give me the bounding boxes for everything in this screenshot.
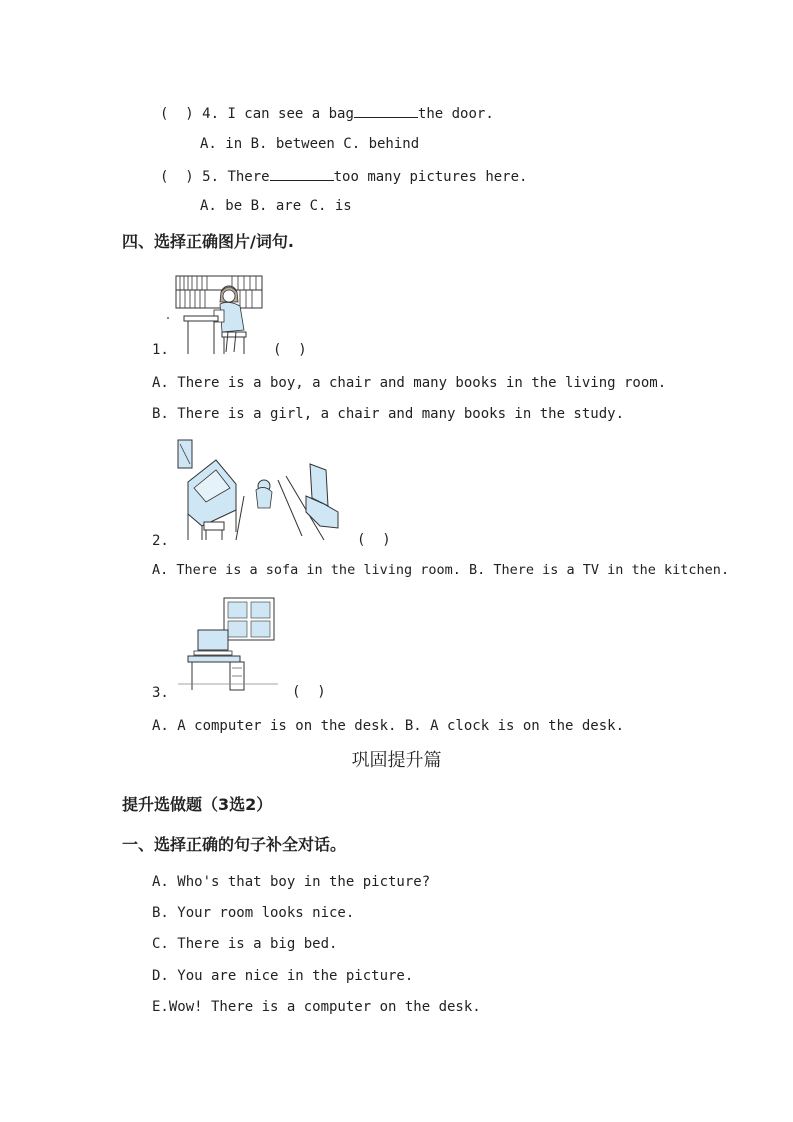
living-room-sofa-tv-illustration	[176, 436, 340, 544]
question-5-options: A. be B. are C. is	[200, 198, 352, 214]
dialogue-option-a: A. Who's that boy in the picture?	[152, 874, 431, 890]
question-4-options: A. in B. between C. behind	[200, 136, 420, 152]
section-4-item-2: 2.	[152, 533, 169, 549]
item-1-option-a: A. There is a boy, a chair and many books in the living room.	[152, 375, 667, 391]
answer-paren[interactable]: ( )	[357, 532, 391, 548]
dialogue-option-d: D. You are nice in the picture.	[152, 968, 414, 984]
section-4-item-3: 3.	[152, 685, 169, 701]
answer-paren[interactable]: ( )	[292, 684, 326, 700]
dialogue-option-e: E.Wow! There is a computer on the desk.	[152, 999, 481, 1015]
item-2-options: A. There is a sofa in the living room. B. There is a TV in the kitchen.	[152, 562, 730, 578]
question-5: ( ) 5. There too many pictures here.	[160, 166, 527, 186]
dialogue-option-b: B. Your room looks nice.	[152, 905, 355, 921]
section-1-heading: 一、选择正确的句子补全对话。	[122, 835, 347, 854]
girl-reading-at-desk-illustration	[166, 272, 266, 356]
answer-blank[interactable]	[270, 166, 334, 181]
item-3-options: A. A computer is on the desk. B. A clock is on the desk.	[152, 718, 625, 734]
answer-paren[interactable]: ( )	[273, 342, 307, 358]
section-4-item-1: 1.	[152, 342, 169, 358]
item-1-option-b: B. There is a girl, a chair and many books in the study.	[152, 406, 625, 422]
answer-paren[interactable]: ( )	[160, 169, 194, 185]
elective-heading: 提升选做题（3选2）	[122, 795, 273, 814]
question-4: ( ) 4. I can see a bag the door.	[160, 103, 494, 123]
computer-desk-window-illustration	[176, 596, 280, 692]
section-4-heading: 四、选择正确图片/词句.	[122, 232, 294, 251]
answer-blank[interactable]	[354, 103, 418, 118]
answer-paren[interactable]: ( )	[160, 106, 194, 122]
dialogue-option-c: C. There is a big bed.	[152, 936, 338, 952]
part-title: 巩固提升篇	[351, 750, 442, 771]
